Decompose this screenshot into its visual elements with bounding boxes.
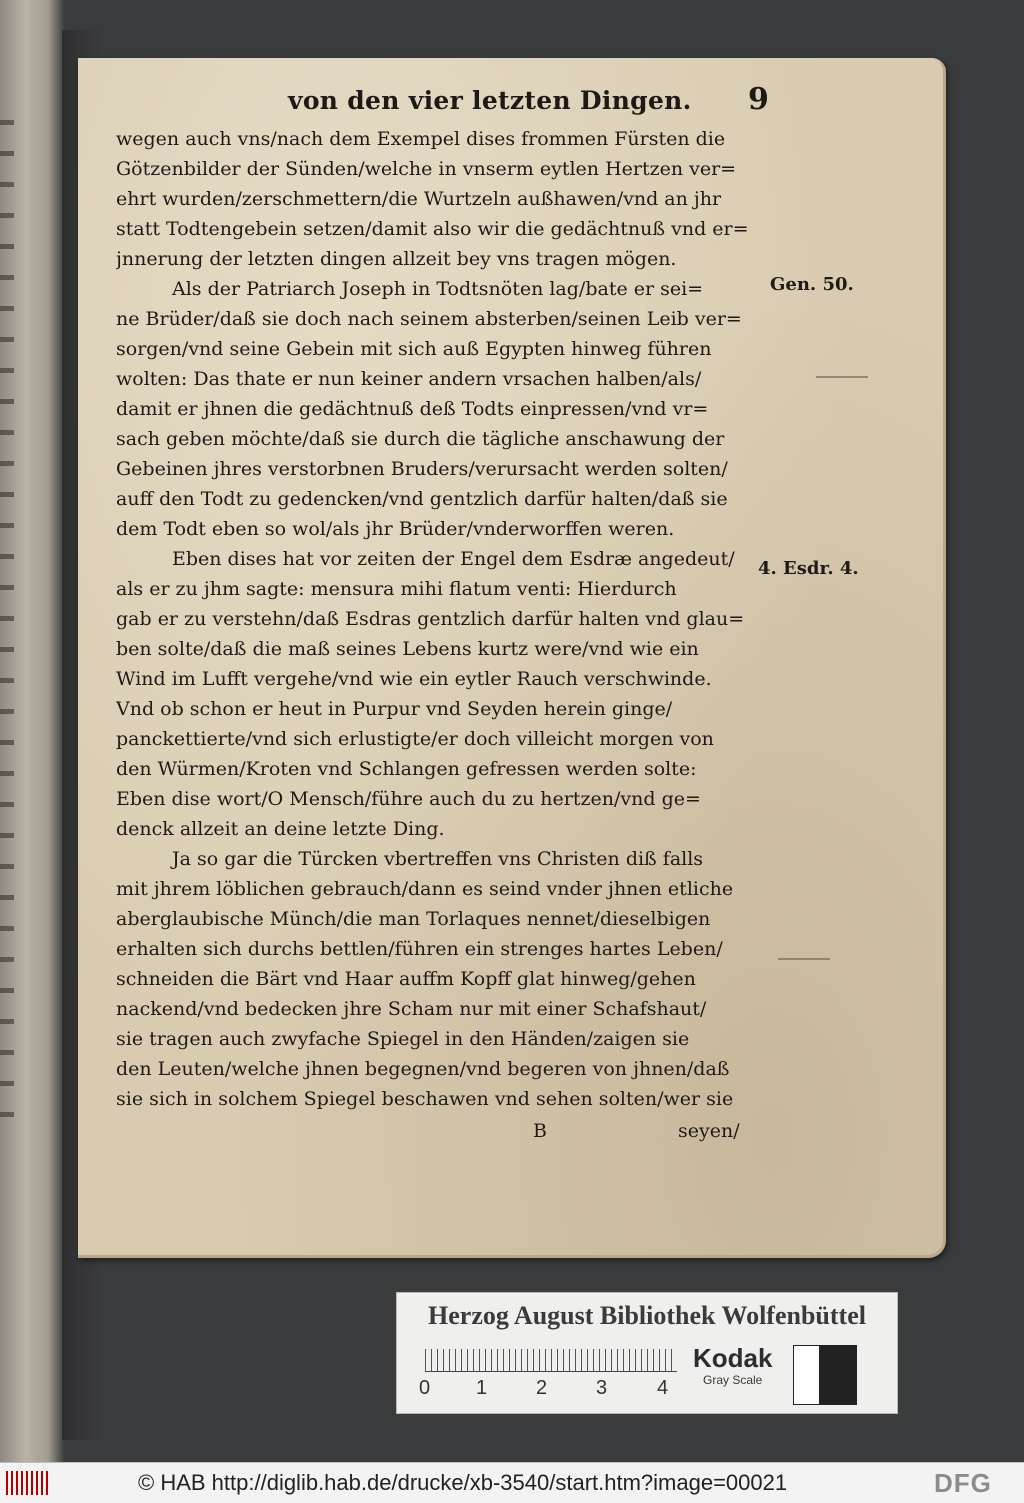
text-line: Gebeinen jhres verstorbnen Bruders/verursacht werden solten/ bbox=[116, 458, 728, 480]
text-line: Als der Patriarch Joseph in Todtsnöten lag/bate er sei= bbox=[172, 278, 704, 300]
footer-bar bbox=[0, 1462, 1024, 1503]
margin-pencil-mark bbox=[778, 958, 830, 960]
text-line: Eben dises hat vor zeiten der Engel dem Esdræ angedeut/ bbox=[172, 548, 735, 570]
text-line: erhalten sich durchs bettlen/führen ein strenges hartes Leben/ bbox=[116, 938, 723, 960]
text-line: damit er jhnen die gedächtnuß deß Todts einpressen/vnd vr= bbox=[116, 398, 709, 420]
ruler-label: 4 bbox=[657, 1377, 669, 1399]
book-page bbox=[78, 58, 946, 1258]
kodak-logo: Kodak bbox=[693, 1343, 773, 1373]
text-line: mit jhrem löblichen gebrauch/dann es seind vnder jhnen etliche bbox=[116, 878, 734, 900]
text-line: Wind im Lufft vergehe/vnd wie ein eytler Rauch verschwinde. bbox=[116, 668, 712, 690]
previous-page-text-fragments bbox=[0, 120, 14, 1120]
text-line: ben solte/daß die maß seines Lebens kurtz were/vnd wie ein bbox=[116, 638, 699, 660]
ruler-label: 2 bbox=[536, 1377, 548, 1399]
text-line: sie tragen auch zwyfache Spiegel in den Händen/zaigen sie bbox=[116, 1028, 690, 1050]
text-line: statt Todtengebein setzen/damit also wir die gedächtnuß vnd er= bbox=[116, 218, 749, 240]
text-line: ehrt wurden/zerschmettern/die Wurtzeln außhawen/vnd an jhr bbox=[116, 188, 722, 210]
running-head: von den vier letzten Dingen. bbox=[288, 86, 692, 115]
dfg-logo: DFG bbox=[934, 1468, 992, 1498]
text-line: sie sich in solchem Spiegel beschawen vnd sehen solten/wer sie bbox=[116, 1088, 734, 1110]
text-line: Vnd ob schon er heut in Purpur vnd Seyden herein ginge/ bbox=[116, 698, 673, 720]
text-line: den Würmen/Kroten vnd Schlangen gefressen werden solte: bbox=[116, 758, 697, 780]
body-text bbox=[116, 124, 766, 1114]
text-line: auff den Todt zu gedencken/vnd gentzlich darfür halten/daß sie bbox=[116, 488, 728, 510]
text-line: den Leuten/welche jhnen begegnen/vnd begeren von jhnen/daß bbox=[116, 1058, 730, 1080]
signature-mark: B bbox=[533, 1120, 547, 1142]
hab-logo-icon bbox=[6, 1471, 48, 1495]
text-line: wegen auch vns/nach dem Exempel dises frommen Fürsten die bbox=[116, 128, 726, 150]
text-line: sorgen/vnd seine Gebein mit sich auß Egypten hinweg führen bbox=[116, 338, 712, 360]
text-line: Götzenbilder der Sünden/welche in vnserm eytlen Hertzen ver= bbox=[116, 158, 737, 180]
gray-scale-label: Gray Scale bbox=[703, 1373, 763, 1387]
text-line: als er zu jhm sagte: mensura mihi flatum venti: Hierdurch bbox=[116, 578, 677, 600]
text-line: denck allzeit an deine letzte Ding. bbox=[116, 818, 445, 840]
text-line: ne Brüder/daß sie doch nach seinem absterben/seinen Leib ver= bbox=[116, 308, 742, 330]
copyright-link[interactable]: © HAB http://diglib.hab.de/drucke/xb-3540/start.htm?image=00021 bbox=[138, 1470, 788, 1495]
previous-page-edge bbox=[0, 0, 64, 1462]
text-line: sach geben möchte/daß sie durch die tägliche anschawung der bbox=[116, 428, 725, 450]
text-line: aberglaubische Münch/die man Torlaques nennet/dieselbigen bbox=[116, 908, 711, 930]
margin-note-esdras: 4. Esdr. 4. bbox=[758, 558, 859, 579]
margin-pencil-mark bbox=[816, 376, 868, 378]
text-line: Eben dise wort/O Mensch/führe auch du zu hertzen/vnd ge= bbox=[116, 788, 701, 810]
margin-note-genesis: Gen. 50. bbox=[770, 274, 854, 295]
text-line: schneiden die Bärt vnd Haar auffm Kopff glat hinweg/gehen bbox=[116, 968, 696, 990]
library-color-tag bbox=[396, 1292, 898, 1414]
page-number: 9 bbox=[748, 82, 769, 117]
scale-ruler bbox=[425, 1349, 677, 1372]
text-line: jnnerung der letzten dingen allzeit bey vns tragen mögen. bbox=[116, 248, 677, 270]
catchword: seyen/ bbox=[678, 1120, 740, 1142]
text-line: nackend/vnd bedecken jhre Scham nur mit einer Schafshaut/ bbox=[116, 998, 707, 1020]
text-line: gab er zu verstehn/daß Esdras gentzlich darfür halten vnd glau= bbox=[116, 608, 745, 630]
ruler-labels bbox=[419, 1377, 689, 1403]
text-line: dem Todt eben so wol/als jhr Brüder/vnderworffen weren. bbox=[116, 518, 675, 540]
ruler-label: 0 bbox=[419, 1377, 431, 1399]
gray-scale-swatch bbox=[793, 1345, 857, 1405]
text-line: Ja so gar die Türcken vbertreffen vns Christen diß falls bbox=[172, 848, 704, 870]
text-line: panckettierte/vnd sich erlustigte/er doch villeicht morgen von bbox=[116, 728, 714, 750]
library-name: Herzog August Bibliothek Wolfenbüttel bbox=[428, 1301, 866, 1330]
ruler-label: 1 bbox=[476, 1377, 488, 1399]
ruler-label: 3 bbox=[596, 1377, 608, 1399]
text-line: wolten: Das thate er nun keiner andern vrsachen halben/als/ bbox=[116, 368, 702, 390]
